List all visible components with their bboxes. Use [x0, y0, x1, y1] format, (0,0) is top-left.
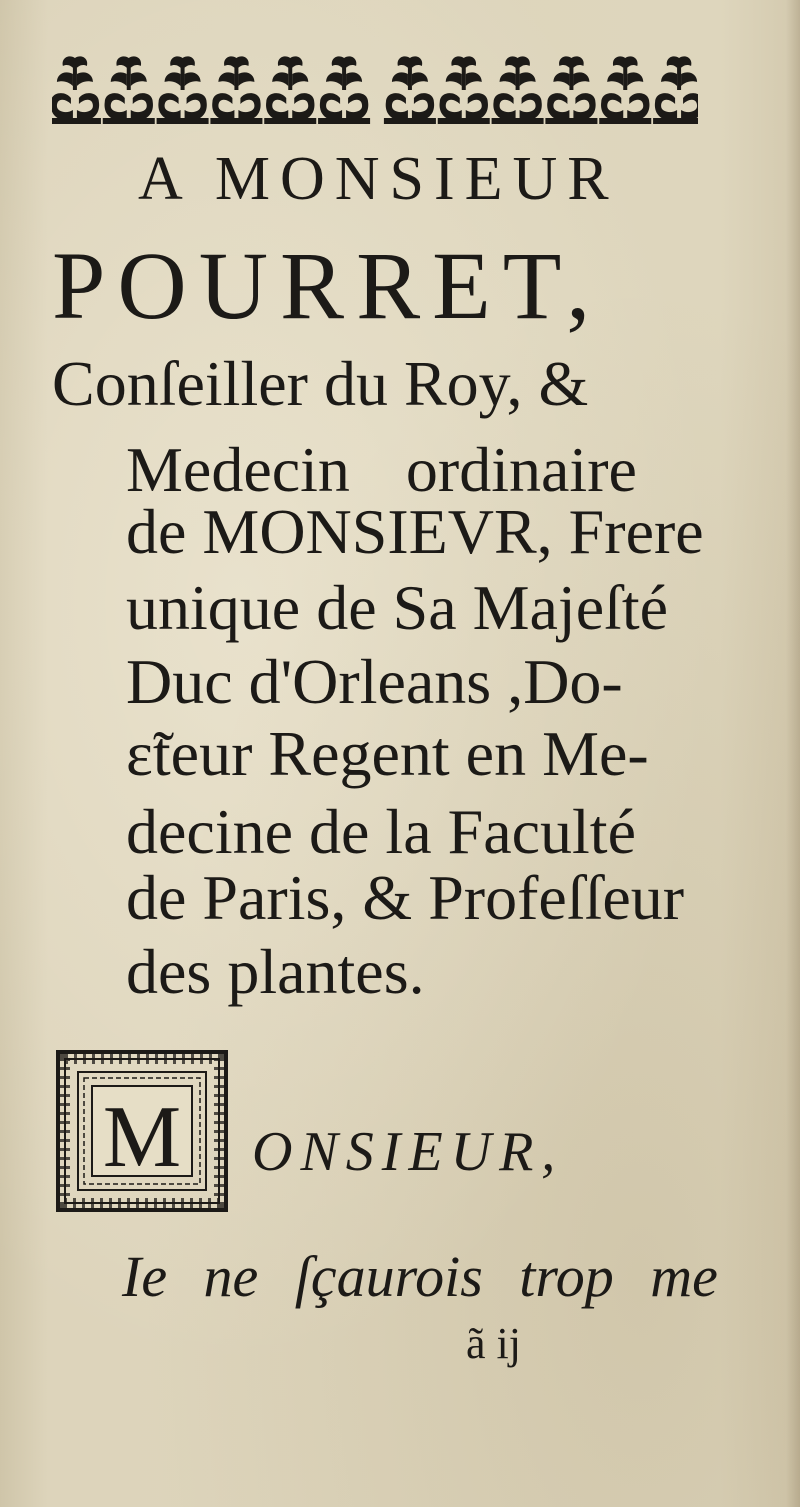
- body-line-8: de Paris, & Profeſſeur: [126, 862, 685, 933]
- body-line-9: des plantes.: [126, 936, 425, 1007]
- dropcap-letter: M: [102, 1089, 182, 1186]
- body-line-4: unique de Sa Majeſté: [126, 572, 669, 643]
- body-line-6: ɛ̃teur Regent en Me-: [126, 718, 649, 789]
- fleuron-icon: [318, 56, 370, 124]
- body-line-2: Medecin ordinaire: [126, 434, 637, 505]
- fleuron-icon: [438, 56, 490, 124]
- fleuron-icon: [210, 56, 262, 124]
- body-line-7: decine de la Faculté: [126, 796, 636, 867]
- fleuron-icon: [103, 56, 155, 124]
- fleuron-icon: [264, 56, 316, 124]
- body-line-5: Duc d'Orleans ,Do-: [126, 646, 623, 717]
- heading-addressee-name: POURRET,: [52, 232, 603, 339]
- letter-first-line: Ie ne ſçaurois trop me: [122, 1244, 718, 1309]
- fleuron-icon: [599, 56, 651, 124]
- salutation: ONSIEUR,: [252, 1121, 564, 1183]
- ornamental-initial-frame-icon: [56, 1050, 228, 1212]
- fleuron-icon: [545, 56, 597, 124]
- heading-addressee-prefix: A MONSIEUR: [138, 145, 619, 213]
- fleuron-border-icon: [52, 52, 698, 130]
- fleuron-icon: [384, 56, 436, 124]
- fleuron-icon: [52, 56, 101, 124]
- fleuron-icon: [653, 56, 698, 124]
- body-line-3: de MONSIEVR, Frere: [126, 496, 704, 567]
- signature-mark: ã ij: [466, 1319, 521, 1368]
- fleuron-icon: [157, 56, 209, 124]
- fleuron-icon: [492, 56, 544, 124]
- body-line-1: Conſeiller du Roy, &: [52, 348, 589, 419]
